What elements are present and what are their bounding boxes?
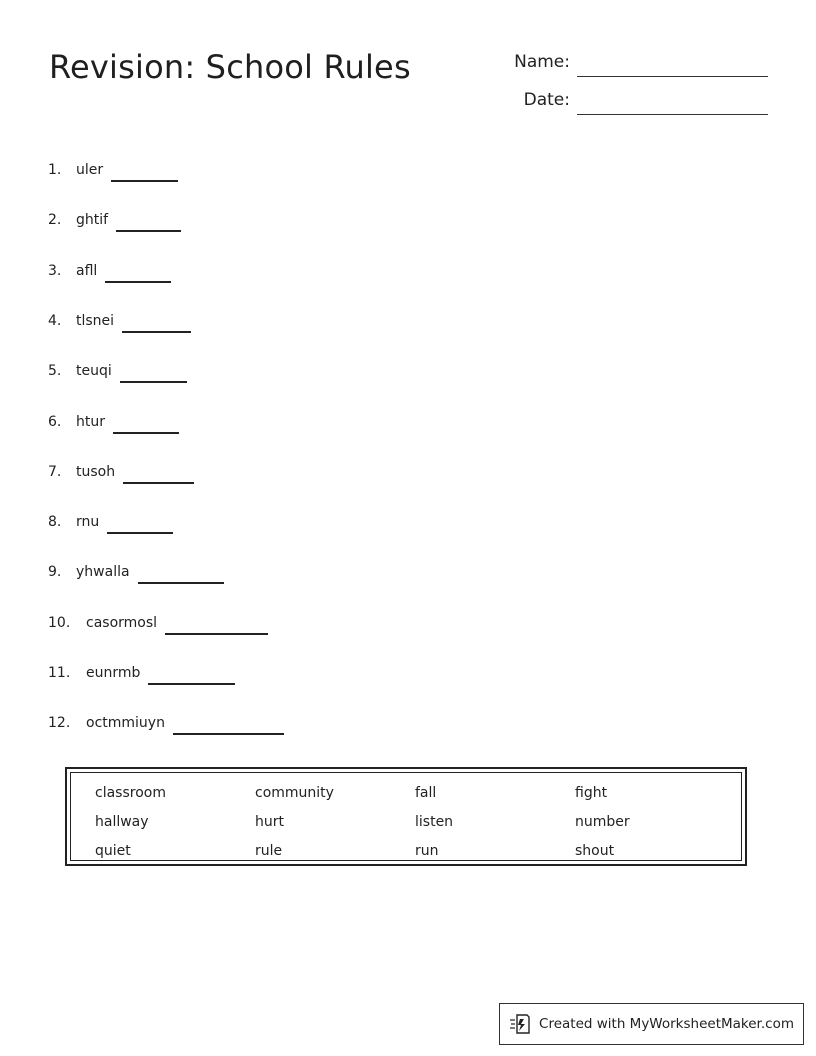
item-number: 5.: [48, 363, 62, 380]
footer-text: Created with MyWorksheetMaker.com: [539, 1016, 794, 1032]
word-bank: [65, 767, 747, 866]
word-bank-word: fight: [575, 785, 608, 801]
word-bank-word: shout: [575, 843, 615, 859]
date-line[interactable]: [577, 114, 768, 115]
word-bank-word: quiet: [95, 843, 131, 859]
scramble-item: [48, 363, 187, 387]
word-bank-word: hallway: [95, 814, 149, 830]
answer-line[interactable]: [105, 263, 171, 283]
name-field[interactable]: [470, 52, 570, 76]
word-bank-word: hurt: [255, 814, 284, 830]
name-line[interactable]: [577, 76, 768, 77]
scrambled-word: htur: [76, 413, 105, 430]
answer-line[interactable]: [148, 665, 235, 685]
word-bank-word: listen: [415, 814, 454, 830]
item-number: 3.: [48, 262, 62, 279]
date-label: Date:: [523, 90, 570, 110]
answer-line[interactable]: [111, 162, 178, 182]
word-bank-word: run: [415, 843, 439, 859]
item-number: 8.: [48, 514, 62, 531]
answer-line[interactable]: [138, 564, 224, 584]
answer-line[interactable]: [120, 363, 187, 383]
name-label: Name:: [514, 52, 570, 72]
scramble-item: [48, 464, 194, 488]
scrambled-word: tusoh: [76, 463, 116, 480]
scramble-item: [48, 564, 224, 588]
scramble-item: [48, 615, 268, 639]
footer-credit: [499, 1003, 804, 1045]
scrambled-word: uler: [76, 162, 104, 178]
item-number: 9.: [48, 564, 62, 581]
scramble-item: [48, 715, 284, 739]
scramble-item: [48, 162, 178, 186]
item-number: 6.: [48, 413, 62, 430]
answer-line[interactable]: [116, 212, 181, 232]
answer-line[interactable]: [123, 464, 194, 484]
date-field[interactable]: [470, 90, 570, 114]
scrambled-word: yhwalla: [76, 564, 130, 581]
item-number: 1.: [48, 162, 62, 178]
scrambled-word: ghtif: [76, 212, 109, 229]
item-number: 2.: [48, 212, 62, 229]
scrambled-word: eunrmb: [86, 665, 141, 681]
item-number: 4.: [48, 312, 62, 329]
item-number: 10.: [48, 614, 71, 631]
scrambled-word: afll: [76, 262, 98, 279]
item-number: 12.: [48, 715, 71, 732]
worksheet-maker-logo-icon: [509, 1013, 533, 1035]
scramble-item: [48, 212, 181, 236]
word-bank-word: community: [255, 785, 334, 801]
word-bank-word: number: [575, 814, 630, 830]
page-title: Revision: School Rules: [49, 48, 411, 86]
word-bank-word: classroom: [95, 785, 166, 801]
scramble-item: [48, 414, 179, 438]
answer-line[interactable]: [113, 414, 179, 434]
answer-line[interactable]: [107, 514, 173, 534]
answer-line[interactable]: [165, 615, 268, 635]
scrambled-word: casormosl: [86, 614, 158, 631]
scramble-item: [48, 665, 235, 689]
scramble-item: [48, 514, 173, 538]
scrambled-word: tlsnei: [76, 312, 115, 329]
answer-line[interactable]: [173, 715, 284, 735]
answer-line[interactable]: [122, 313, 191, 333]
word-bank-word: fall: [415, 785, 437, 801]
scrambled-word: teuqi: [76, 363, 112, 380]
scramble-item: [48, 313, 191, 337]
scrambled-word: octmmiuyn: [86, 715, 165, 732]
scrambled-word: rnu: [76, 514, 100, 531]
word-bank-word: rule: [255, 843, 283, 859]
scramble-item: [48, 263, 171, 287]
item-number: 11.: [48, 665, 71, 681]
word-bank-inner-border: [70, 772, 742, 861]
item-number: 7.: [48, 463, 62, 480]
